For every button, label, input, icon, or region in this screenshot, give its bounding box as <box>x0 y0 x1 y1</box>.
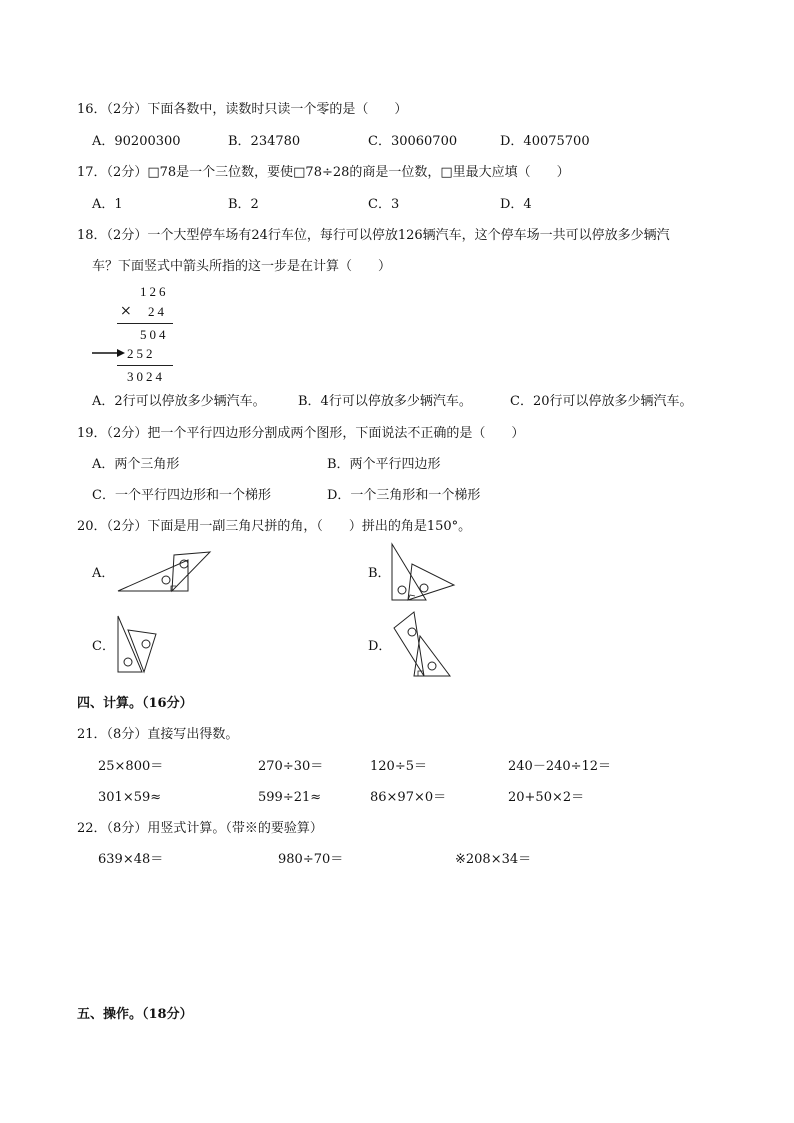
q21-row1-item3: 120÷5＝ <box>370 759 427 774</box>
q21-row2-item1: 301×59≈ <box>98 790 162 805</box>
q18-option-b: B．4行可以停放多少辆汽车。 <box>298 394 472 409</box>
q22-item1: 639×48＝ <box>98 852 164 867</box>
q17-option-a: A．1 <box>92 197 123 212</box>
q22-stem: 22．（8分）用竖式计算。（带※的要验算） <box>77 821 323 836</box>
q21-row1-item1: 25×800＝ <box>98 759 164 774</box>
q19-option-c: C．一个平行四边形和一个梯形 <box>92 488 271 503</box>
triangle-ruler-figure-a <box>114 548 214 596</box>
q16-option-c: C．30060700 <box>368 134 458 149</box>
q19-option-b: B．两个平行四边形 <box>327 457 441 472</box>
q19-option-d: D．一个三角形和一个梯形 <box>327 488 481 503</box>
q20-option-b-label: B． <box>368 566 391 581</box>
q21-row1-item2: 270÷30＝ <box>258 759 324 774</box>
triangle-ruler-figure-b <box>388 542 458 606</box>
q16-option-b: B．234780 <box>228 134 301 149</box>
q21-row1-item4: 240－240÷12＝ <box>508 759 612 774</box>
triangle-ruler-figure-d <box>390 610 460 680</box>
q18-stem-line2: 车？下面竖式中箭头所指的这一步是在计算（ ） <box>92 259 392 274</box>
q20-option-c-label: C． <box>92 639 115 654</box>
q21-row2-item4: 20+50×2＝ <box>508 790 585 805</box>
vertical-partial-product-2: 252 <box>127 346 156 361</box>
q19-stem: 19．（2分）把一个平行四边形分割成两个图形，下面说法不正确的是（ ） <box>77 426 525 441</box>
q20-stem: 20．（2分）下面是用一副三角尺拼的角，（ ）拼出的角是150°。 <box>77 519 472 534</box>
q20-option-a-label: A． <box>92 566 115 581</box>
vertical-multiplication <box>90 283 185 388</box>
arrow-icon <box>92 348 126 358</box>
vertical-line-2 <box>117 365 173 366</box>
times-sign: × <box>120 303 132 319</box>
q16-option-a: A．90200300 <box>92 134 181 149</box>
q16-stem: 16．（2分）下面各数中，读数时只读一个零的是（ ） <box>77 102 408 117</box>
triangle-ruler-figure-c <box>112 612 162 678</box>
q17-option-d: D．4 <box>500 197 532 212</box>
q17-option-c: C．3 <box>368 197 400 212</box>
q21-stem: 21．（8分）直接写出得数。 <box>77 727 239 742</box>
q18-option-c: C．20行可以停放多少辆汽车。 <box>510 394 693 409</box>
q21-row2-item3: 86×97×0＝ <box>370 790 447 805</box>
vertical-multiplier: 24 <box>148 304 167 319</box>
vertical-result: 3024 <box>127 369 165 384</box>
q20-option-d-label: D． <box>368 639 392 654</box>
vertical-line-1 <box>117 323 173 324</box>
q22-item2: 980÷70＝ <box>278 852 344 867</box>
vertical-partial-product-1: 504 <box>140 327 169 342</box>
vertical-top-number: 126 <box>140 284 169 299</box>
section4-title: 四、计算。（16分） <box>77 696 193 711</box>
q19-option-a: A．两个三角形 <box>92 457 180 472</box>
q18-stem-line1: 18．（2分）一个大型停车场有24行车位，每行可以停放126辆汽车，这个停车场一共可以停放多少辆汽 <box>77 228 670 243</box>
q21-row2-item2: 599÷21≈ <box>258 790 322 805</box>
section5-title: 五、操作。（18分） <box>77 1007 193 1022</box>
q16-option-d: D．40075700 <box>500 134 590 149</box>
q17-stem: 17．（2分）□78是一个三位数，要使□78÷28的商是一位数，□里最大应填（ ） <box>77 165 570 180</box>
q22-item3: ※208×34＝ <box>455 852 532 867</box>
q18-option-a: A．2行可以停放多少辆汽车。 <box>92 394 266 409</box>
q17-option-b: B．2 <box>228 197 259 212</box>
